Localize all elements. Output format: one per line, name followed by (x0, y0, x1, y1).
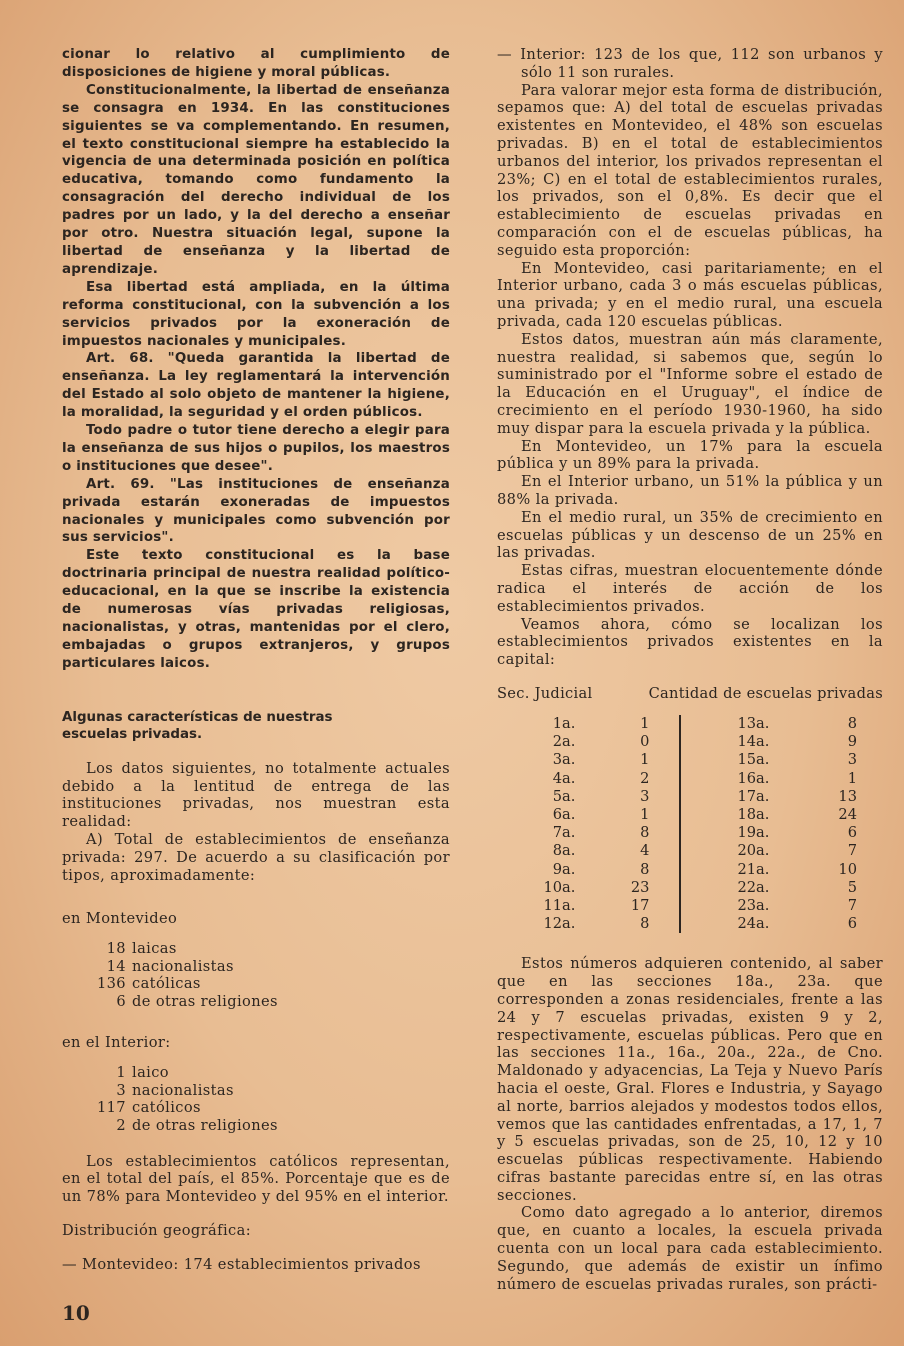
quantity-cell: 1 (575, 806, 680, 824)
quantity-cell: 5 (847, 878, 857, 896)
quantity-cell: 24 (838, 805, 857, 823)
right-column (497, 46, 883, 1293)
quantity-cell: 8 (575, 861, 680, 879)
table-header-section: Sec. Judicial (497, 684, 593, 702)
list-item: 3 nacionalistas (116, 1081, 234, 1099)
montevideo-label: en Montevideo (62, 910, 178, 928)
table-row (497, 897, 883, 915)
section-cell: 2a. (552, 733, 576, 751)
quantity-cell: 8 (575, 824, 680, 842)
paragraph: En el medio rural, un 35% de crecimiento en escuelas públicas y un descenso de un 25% en las privadas. (497, 508, 883, 562)
quantity-cell: 8 (847, 714, 857, 732)
paragraph: Como dato agregado a lo anterior, diremos que, en cuanto a locales, la escuela privada cuenta con un local para cada establecimiento. Segundo, que además de existir un ínfimo número de escuelas privadas rurales, son prácti- (497, 1204, 883, 1293)
list-item: 136 católicas (96, 975, 201, 993)
paragraph: En Montevideo, casi paritariamente; en el Interior urbano, cada 3 o más escuelas públicas, una privada; y en el medio rural, una escuela privada, cada 120 escuelas públicas. (497, 259, 883, 330)
table-header-quantity: Cantidad de escuelas privadas (648, 684, 883, 702)
quantity-cell: 10 (838, 860, 857, 878)
paragraph: Constitucionalmente, la libertad de enseñanza se consagra en 1934. En las constituciones siguientes se va complementando. En resumen, el texto constitucional siempre ha establecido la vigencia de una determinada posición en política educativa, tomando como fundamento la consagración del derecho individual de los padres por un lado, y la del derecho a enseñar por otro. Nuestra situación legal, supone la libertad de enseñanza y la libertad de aprendizaje. (62, 82, 450, 277)
quantity-cell: 1 (575, 751, 680, 769)
quantity-cell: 2 (575, 770, 680, 788)
distribution-label: Distribución geográfica: (62, 1222, 252, 1240)
paragraph: — Montevideo: 174 establecimientos privados (62, 1255, 421, 1273)
section-cell: 1a. (552, 714, 576, 732)
section-cell: 6a. (552, 805, 576, 823)
table-row (497, 788, 883, 806)
section-cell: 21a. (737, 860, 770, 878)
page-number: 10 (62, 1301, 90, 1325)
quantity-cell: 1 (847, 769, 857, 787)
section-cell: 20a. (737, 842, 770, 860)
table-header (497, 685, 883, 703)
paragraph: Estos datos, muestran aún más claramente, nuestra realidad, si sabemos que, según lo suministrado por el "Informe sobre el estado de la Educación en el Uruguay", el índice de crecimiento en el período 1930-1960, ha sido muy dispar para la escuela privada y la pública. (497, 330, 883, 437)
section-cell: 18a. (737, 805, 770, 823)
quantity-cell: 7 (847, 842, 857, 860)
section-cell: 12a. (543, 915, 576, 933)
section-cell: 10a. (543, 878, 576, 896)
section-cell: 24a. (737, 915, 770, 933)
quantity-cell: 13 (838, 787, 857, 805)
paragraph: Veamos ahora, cómo se localizan los establecimientos privados existentes en la capital: (497, 615, 883, 669)
table-row (497, 715, 883, 733)
paragraph: Este texto constitucional es la base doctrinaria principal de nuestra realidad político-educacional, en la que se inscribe la existencia de numerosas vías privadas religiosas, nacionalistas, y otras, mantenidas por el clero, embajadas o grupos extranjeros, y grupos particulares laicos. (62, 548, 450, 671)
section-cell: 9a. (552, 860, 576, 878)
section-cell: 3a. (552, 751, 576, 769)
section-cell: 13a. (737, 714, 770, 732)
section-cell: 5a. (552, 787, 576, 805)
section-cell: 22a. (737, 878, 770, 896)
section-cell: 7a. (552, 824, 576, 842)
list-item: 18 laicas (106, 940, 177, 958)
section-cell: 17a. (737, 787, 770, 805)
section-cell: 19a. (737, 824, 770, 842)
quantity-cell: 7 (847, 896, 857, 914)
quantity-cell: 0 (575, 733, 680, 751)
list-item: 2 de otras religiones (116, 1117, 278, 1135)
table-row (497, 915, 883, 933)
table-row (497, 879, 883, 897)
quantity-cell: 23 (575, 879, 680, 897)
table-row (497, 861, 883, 879)
montevideo-list (62, 940, 450, 1010)
quantity-cell: 6 (847, 915, 857, 933)
section-cell: 23a. (737, 896, 770, 914)
paragraph: Estos números adquieren contenido, al saber que en las secciones 18a., 23a. que corresponden a zonas residenciales, frente a las 24 y 7 escuelas privadas, existen 9 y 2, respectivamente, escuelas públicas. Pero que en las secciones 11a., 16a., 20a., 22a., de Cno. Maldonado y adyacencias, La Teja y Nuevo París hacia el oeste, Gral. Flores e Industria, y Sayago al norte, barrios alejados y modestos todos ellos, vemos que las cantidades enfrentadas, a 17, 1, 7 y 5 escuelas privadas, son de 25, 10, 12 y 10 escuelas públicas respectivamente. Habiendo cifras bastante parecidas entre sí, en las otras secciones. (497, 955, 883, 1204)
list-item: 6 de otras religiones (116, 992, 278, 1010)
list-item: 14 nacionalistas (106, 957, 234, 975)
interior-label: en el Interior: (62, 1034, 171, 1052)
article-69-paragraph: Art. 69. "Las instituciones de enseñanza privada estarán exoneradas de impuestos nacionales y municipales como subvención por sus servicios". (62, 476, 450, 546)
quantity-cell: 17 (575, 897, 680, 915)
quantity-cell: 4 (575, 842, 680, 860)
paragraph: En el Interior urbano, un 51% la pública y un 88% la privada. (497, 473, 883, 508)
paragraph: — Interior: 123 de los que, 112 son urbanos y sólo 11 son rurales. (497, 46, 883, 81)
paragraph: Esa libertad está ampliada, en la última reforma constitucional, con la subvención a los servicios privados por la exoneración de impuestos nacionales y municipales. (62, 279, 450, 349)
paragraph: En Montevideo, un 17% para la escuela pública y un 89% para la privada. (497, 437, 883, 473)
schools-by-section-table (497, 715, 883, 933)
interior-list (62, 1064, 450, 1134)
section-cell: 16a. (737, 769, 770, 787)
section-cell: 11a. (543, 896, 576, 914)
section-cell: 8a. (552, 842, 576, 860)
table-row (497, 806, 883, 824)
list-item: 117 católicos (96, 1099, 201, 1117)
quantity-cell: 6 (847, 824, 857, 842)
section-cell: 4a. (552, 769, 576, 787)
paragraph: A) Total de establecimientos de enseñanza privada: 297. De acuerdo a su clasificación por tipos, aproximadamente: (62, 830, 450, 884)
left-column (62, 46, 450, 1274)
table-row (497, 770, 883, 788)
paragraph: cionar lo relativo al cumplimiento de disposiciones de higiene y moral públicas. (62, 47, 450, 80)
quantity-cell: 3 (847, 751, 857, 769)
table-row (497, 751, 883, 769)
table-row (497, 824, 883, 842)
section-heading: Algunas características de nuestras escuelas privadas. (62, 709, 333, 743)
section-cell: 14a. (737, 733, 770, 751)
paragraph: Estas cifras, muestran elocuentemente dónde radica el interés de acción de los establecimientos privados. (497, 562, 883, 615)
quantity-cell: 8 (575, 915, 680, 933)
section-cell: 15a. (737, 751, 770, 769)
list-item: 1 laico (116, 1064, 169, 1082)
article-68-paragraph: Art. 68. "Queda garantida la libertad de enseñanza. La ley reglamentará la intervención del Estado al solo objeto de mantener la higiene, la moralidad, la seguridad y el orden públicos. (62, 351, 450, 421)
quantity-cell: 3 (575, 788, 680, 806)
quantity-cell: 1 (575, 715, 680, 733)
paragraph: Para valorar mejor esta forma de distribución, sepamos que: A) del total de escuelas privadas existentes en Montevideo, el 48% son escuelas privadas. B) en el total de establecimientos urbanos del interior, los privados representan el 23%; C) en el total de establecimientos rurales, los privados, son el 0,8%. Es decir que el establecimiento de escuelas privadas en comparación con el de escuelas públicas, ha seguido esta proporción: (497, 81, 883, 259)
table-row (497, 733, 883, 751)
quantity-cell: 9 (847, 733, 857, 751)
paragraph: Los establecimientos católicos representan, en el total del país, el 85%. Porcentaje que es de un 78% para Montevideo y del 95% en el interior. (62, 1152, 450, 1206)
paragraph: Los datos siguientes, no totalmente actuales debido a la lentitud de entrega de las instituciones privadas, nos muestran esta realidad: (62, 759, 450, 831)
table-row (497, 842, 883, 860)
paragraph: Todo padre o tutor tiene derecho a elegir para la enseñanza de sus hijos o pupilos, los maestros o instituciones que desee". (62, 423, 450, 474)
